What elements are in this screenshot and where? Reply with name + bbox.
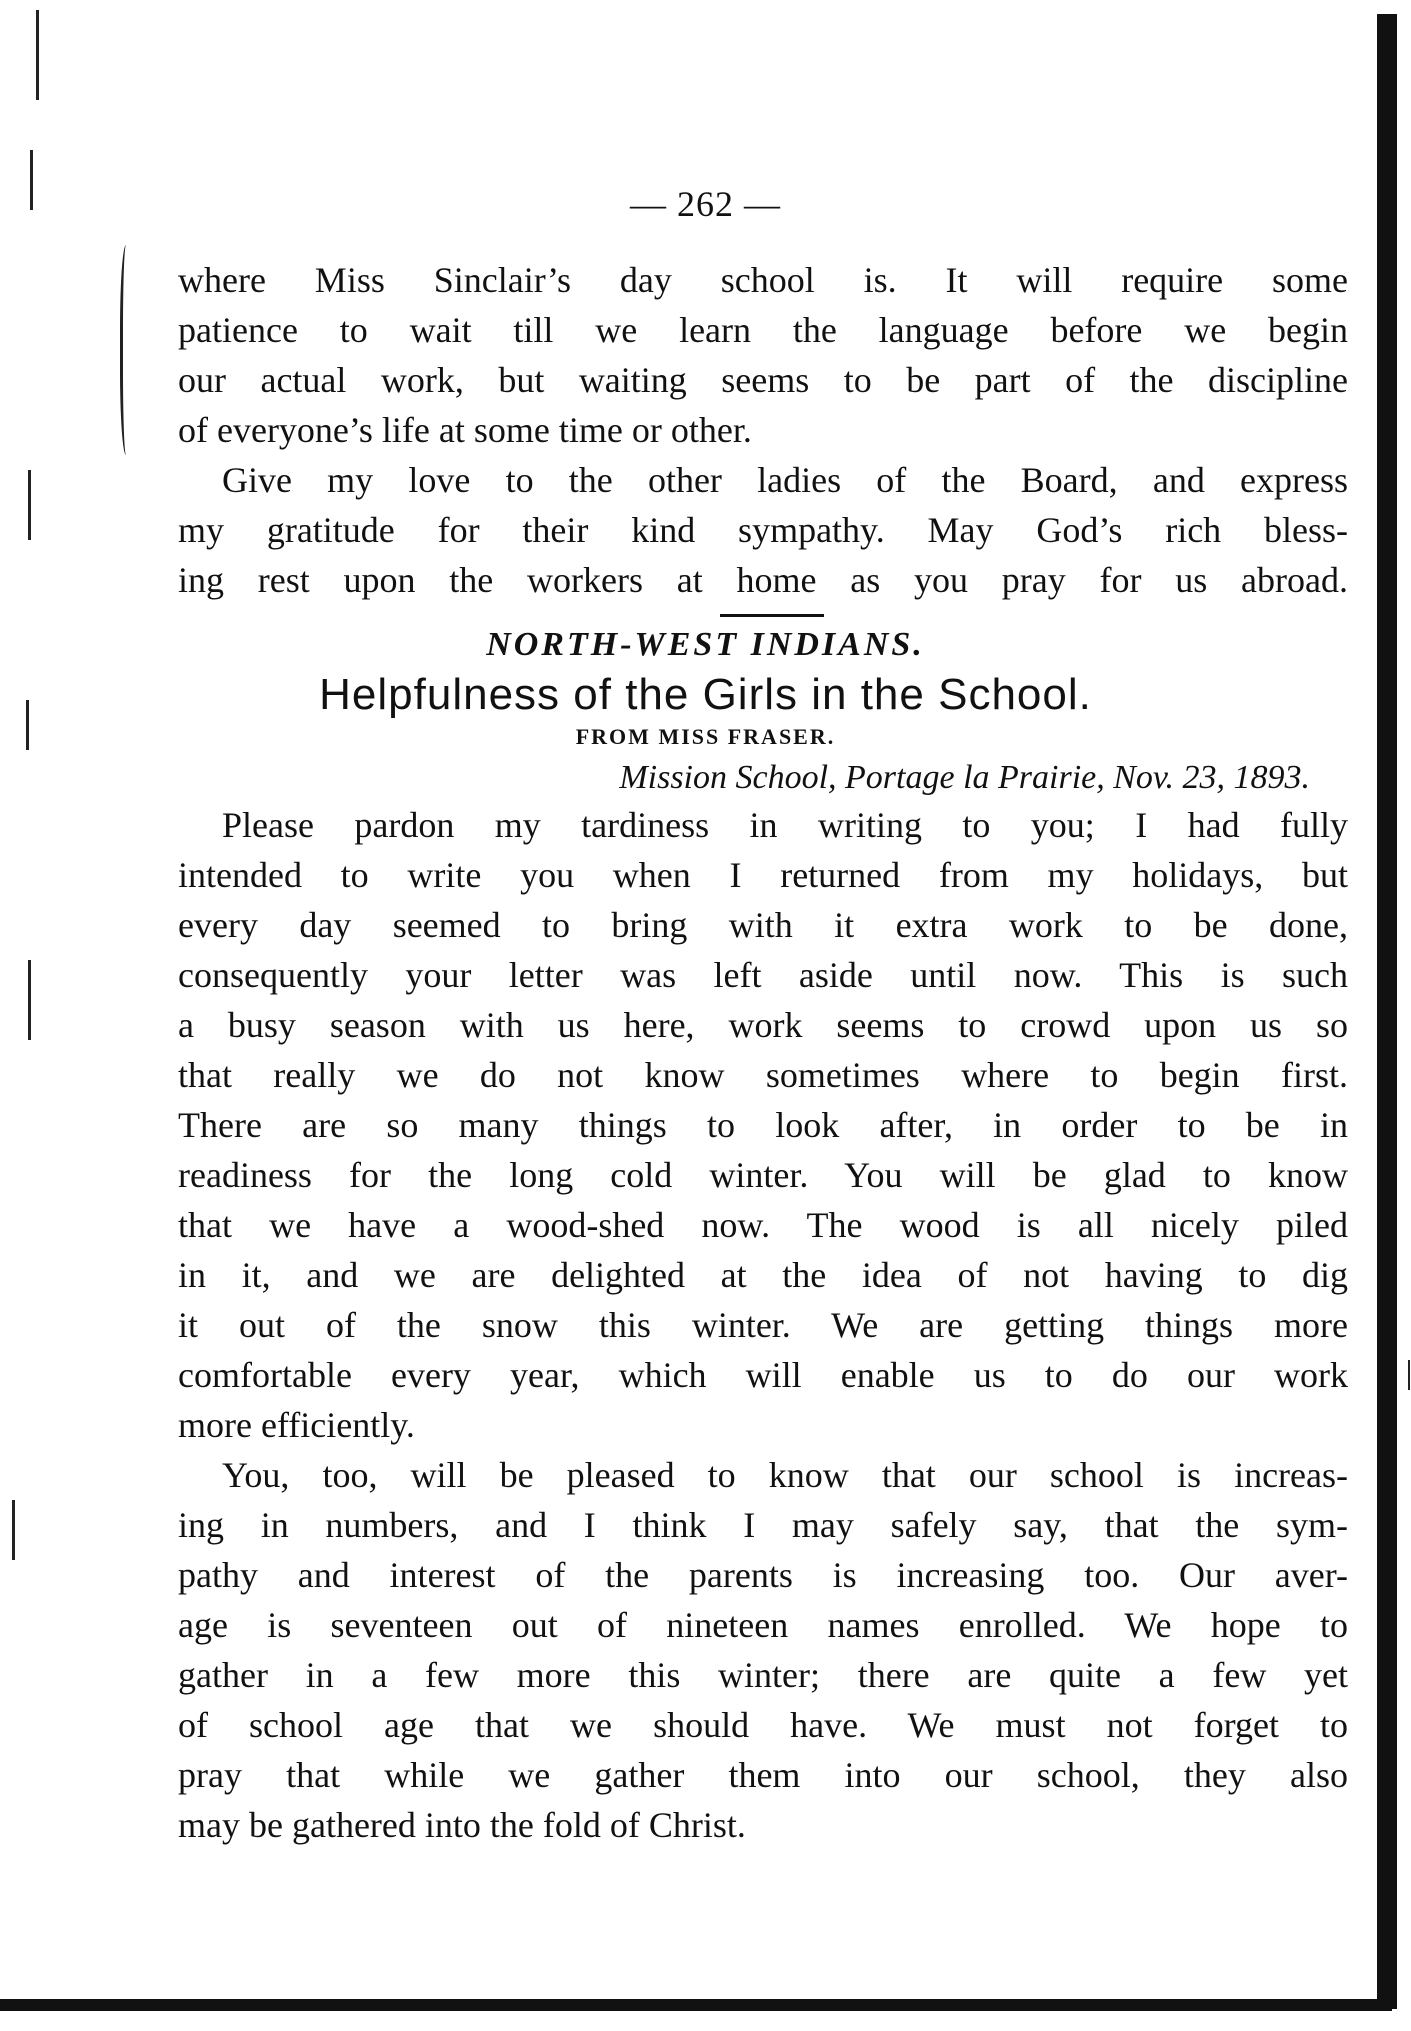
article-byline: FROM MISS FRASER. bbox=[575, 724, 836, 749]
article-headline: Helpfulness of the Girls in the School. bbox=[319, 670, 1092, 719]
continuation-line: where Miss Sinclair’s day school is. It will require some bbox=[178, 260, 1348, 300]
scan-speck bbox=[12, 1500, 15, 1560]
article-dateline: Mission School, Portage la Prairie, Nov. 23, 1893. bbox=[619, 759, 1310, 796]
scan-speck bbox=[36, 10, 39, 100]
letter-line: may be gathered into the fold of Christ. bbox=[178, 1805, 746, 1845]
continuation-line: Give my love to the other ladies of the Board, and express bbox=[222, 460, 1348, 500]
letter-line: that we have a wood-shed now. The wood is all nicely piled bbox=[178, 1205, 1348, 1245]
letter-line: comfortable every year, which will enable us to do our work bbox=[178, 1355, 1348, 1395]
section-label: NORTH-WEST INDIANS. bbox=[486, 626, 925, 663]
letter-line: intended to write you when I returned from my holidays, but bbox=[178, 855, 1348, 895]
letter-line: consequently your letter was left aside until now. This is such bbox=[178, 955, 1348, 995]
letter-line: pray that while we gather them into our school, they also bbox=[178, 1755, 1348, 1795]
letter-line: age is seventeen out of nineteen names enrolled. We hope to bbox=[178, 1605, 1348, 1645]
letter-line: every day seemed to bring with it extra work to be done, bbox=[178, 905, 1348, 945]
scan-speck bbox=[28, 470, 31, 540]
letter-line: Please pardon my tardiness in writing to you; I had fully bbox=[222, 805, 1348, 845]
letter-line: in it, and we are delighted at the idea of not having to dig bbox=[178, 1255, 1348, 1295]
continuation-line: patience to wait till we learn the language before we begin bbox=[178, 310, 1348, 350]
page-number: — 262 — bbox=[630, 184, 781, 224]
letter-line: a busy season with us here, work seems to crowd upon us so bbox=[178, 1005, 1348, 1045]
continuation-line: ing rest upon the workers at home as you pray for us abroad. bbox=[178, 560, 1348, 600]
section-divider bbox=[720, 614, 824, 617]
letter-line: pathy and interest of the parents is increasing too. Our aver- bbox=[178, 1555, 1348, 1595]
scan-speck bbox=[28, 960, 31, 1040]
letter-line: You, too, will be pleased to know that our school is increas- bbox=[222, 1455, 1348, 1495]
letter-line: of school age that we should have. We must not forget to bbox=[178, 1705, 1348, 1745]
letter-line: gather in a few more this winter; there are quite a few yet bbox=[178, 1655, 1348, 1695]
continuation-line: my gratitude for their kind sympathy. May God’s rich bless- bbox=[178, 510, 1348, 550]
scan-edge-bottom bbox=[0, 1999, 1392, 2011]
margin-bracket-mark bbox=[120, 245, 135, 455]
scan-speck bbox=[1408, 1360, 1410, 1390]
letter-line: There are so many things to look after, in order to be in bbox=[178, 1105, 1348, 1145]
letter-line: ing in numbers, and I think I may safely say, that the sym- bbox=[178, 1505, 1348, 1545]
letter-line: that really we do not know sometimes where to begin first. bbox=[178, 1055, 1348, 1095]
continuation-line: our actual work, but waiting seems to be part of the discipline bbox=[178, 360, 1348, 400]
letter-line: readiness for the long cold winter. You will be glad to know bbox=[178, 1155, 1348, 1195]
scan-edge-right bbox=[1377, 14, 1397, 2009]
continuation-line: of everyone’s life at some time or other. bbox=[178, 410, 752, 450]
letter-line: it out of the snow this winter. We are getting things more bbox=[178, 1305, 1348, 1345]
letter-line: more efficiently. bbox=[178, 1405, 415, 1445]
